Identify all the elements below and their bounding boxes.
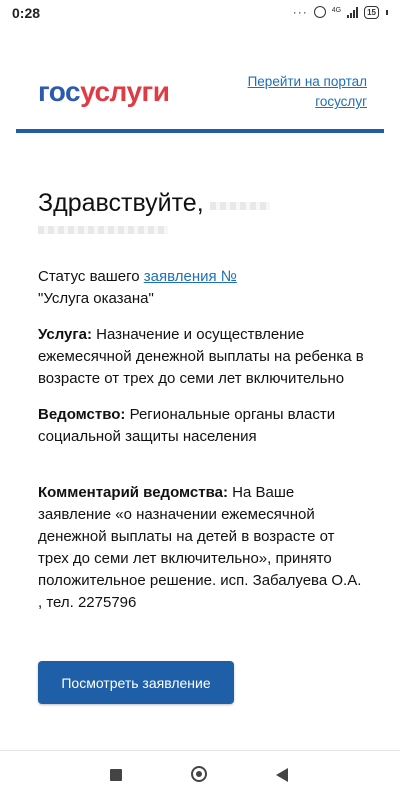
service-field [38, 324, 368, 390]
view-application-button[interactable]: Посмотреть заявление [38, 661, 234, 704]
application-status [38, 266, 368, 310]
agency-text: Региональные органы власти социальной защиты населения [38, 406, 336, 445]
gosuslugi-logo[interactable] [38, 76, 169, 108]
redacted-name-line2 [38, 226, 168, 234]
redacted-name [210, 202, 270, 210]
portal-link[interactable]: Перейти на портал госуслуг [247, 74, 367, 109]
notification-dots-icon: ··· [292, 5, 308, 19]
logo-part-gos: гос [38, 76, 81, 107]
comment-text: На Ваше заявление «о назначении ежемесячной денежной выплаты на детей в возрасте от трех до семи лет включительно», принято положительное решение. исп. Забалуева О.А. , тел. 2275796 [38, 484, 362, 611]
main-content [38, 188, 368, 614]
bottom-divider [0, 750, 400, 751]
greeting-text: Здравствуйте, [38, 189, 204, 217]
agency-field [38, 404, 368, 448]
header-divider [16, 129, 384, 133]
square-recents-icon[interactable] [110, 769, 122, 781]
signal-icon [347, 7, 358, 18]
battery-tip-icon [386, 10, 388, 15]
status-value: "Услуга оказана" [38, 290, 154, 307]
comment-label: Комментарий ведомства: [38, 484, 228, 501]
comment-field [38, 482, 368, 614]
service-label: Услуга: [38, 326, 92, 343]
status-bar [0, 0, 400, 26]
greeting [38, 188, 368, 236]
service-text: Назначение и осуществление ежемесячной денежной выплаты на ребенка в возрасте от трех до семи лет включительно [38, 326, 364, 387]
logo-part-uslugi: услуги [80, 76, 170, 107]
agency-label: Ведомство: [38, 406, 126, 423]
battery-icon [364, 6, 379, 19]
battery-level: 15 [367, 7, 376, 17]
circle-home-icon[interactable] [191, 766, 207, 782]
status-prefix: Статус вашего [38, 268, 144, 285]
system-nav-bar [0, 752, 400, 800]
status-time: 0:28 [12, 5, 41, 21]
status-icons [293, 5, 388, 19]
application-link[interactable]: заявления № [143, 268, 237, 285]
alarm-icon [314, 6, 326, 18]
header [0, 26, 400, 136]
network-type-label: 4G [331, 6, 342, 14]
triangle-back-icon[interactable] [276, 768, 288, 782]
